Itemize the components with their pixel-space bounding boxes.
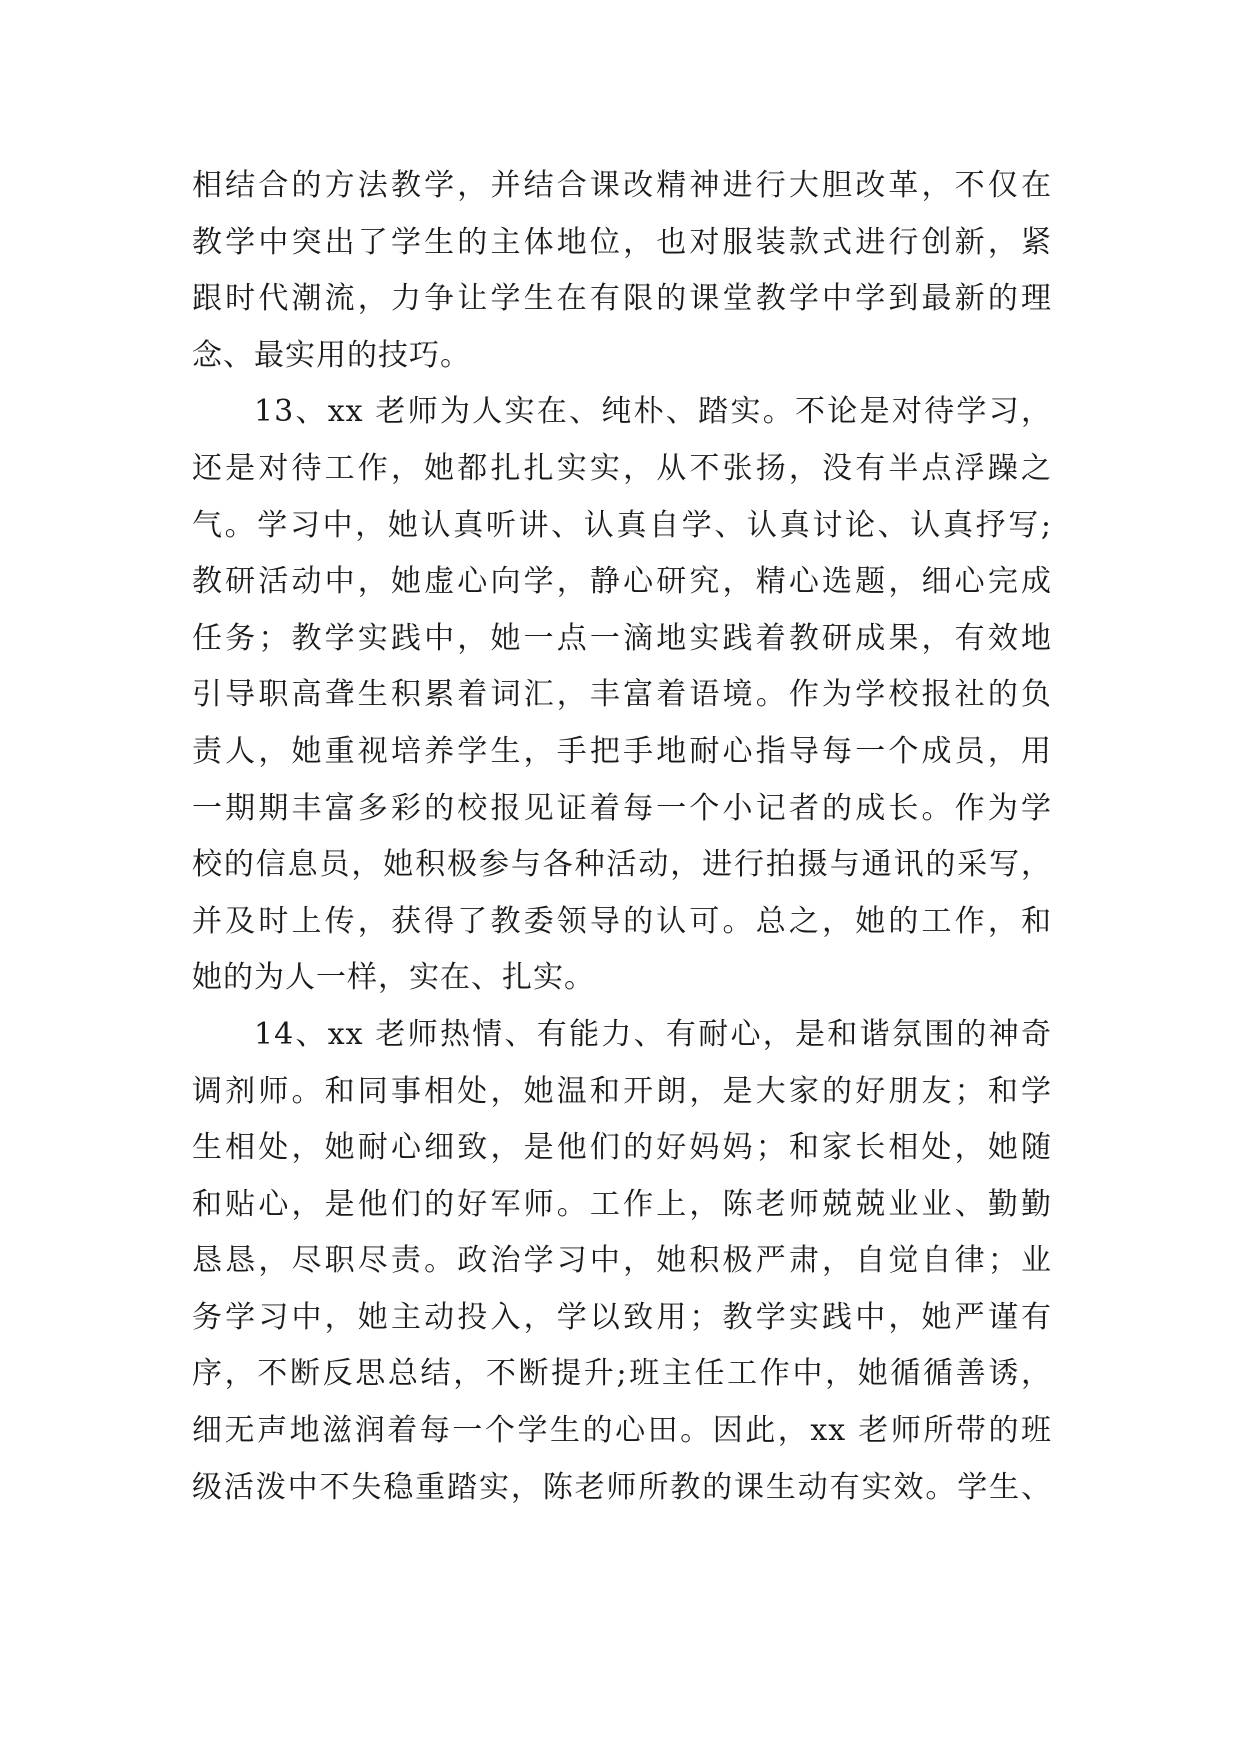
text-line: 务学习中，她主动投入，学以致用；教学实践中，她严谨有 [192,1299,1052,1335]
text-line: 细无声地滋润着每一个学生的心田。因此，xx 老师所带的班 [192,1413,1052,1449]
text-line: 还是对待工作，她都扎扎实实，从不张扬，没有半点浮躁之 [192,450,1052,486]
text-line: 和贴心，是他们的好军师。工作上，陈老师兢兢业业、勤勤 [192,1186,1052,1222]
text-line: 调剂师。和同事相处，她温和开朗，是大家的好朋友；和学 [192,1073,1052,1109]
text-line: 并及时上传，获得了教委领导的认可。总之，她的工作，和 [192,903,1052,939]
text-line: 任务；教学实践中，她一点一滴地实践着教研成果，有效地 [192,620,1052,656]
text-line: 一期期丰富多彩的校报见证着每一个小记者的成长。作为学 [192,790,1052,826]
text-line: 引导职高聋生积累着词汇，丰富着语境。作为学校报社的负 [192,677,1052,713]
text-line: 13、xx 老师为人实在、纯朴、踏实。不论是对待学习， [254,394,1052,430]
text-line: 念、最实用的技巧。 [192,337,471,373]
text-line: 跟时代潮流，力争让学生在有限的课堂教学中学到最新的理 [192,281,1052,317]
text-line: 她的为人一样，实在、扎实。 [192,960,595,996]
text-line: 相结合的方法教学，并结合课改精神进行大胆改革，不仅在 [192,168,1052,203]
text-line: 校的信息员，她积极参与各种活动，进行拍摄与通讯的采写， [192,847,1052,883]
text-line: 生相处，她耐心细致，是他们的好妈妈；和家长相处，她随 [192,1130,1052,1166]
text-line: 教研活动中，她虚心向学，静心研究，精心选题，细心完成 [192,564,1052,600]
text-line: 14、xx 老师热情、有能力、有耐心，是和谐氛围的神奇 [254,1016,1052,1052]
text-line: 序，不断反思总结，不断提升;班主任工作中，她循循善诱， [192,1356,1052,1392]
text-line: 气。学习中，她认真听讲、认真自学、认真讨论、认真抒写; [192,507,1052,543]
text-line: 级活泼中不失稳重踏实，陈老师所教的课生动有实效。学生、 [192,1469,1052,1505]
document-body [192,158,1052,1516]
text-line: 恳恳，尽职尽责。政治学习中，她积极严肃，自觉自律；业 [192,1243,1052,1279]
text-line: 责人，她重视培养学生，手把手地耐心指导每一个成员，用 [192,733,1052,769]
text-line: 教学中突出了学生的主体地位，也对服装款式进行创新，紧 [192,224,1052,260]
